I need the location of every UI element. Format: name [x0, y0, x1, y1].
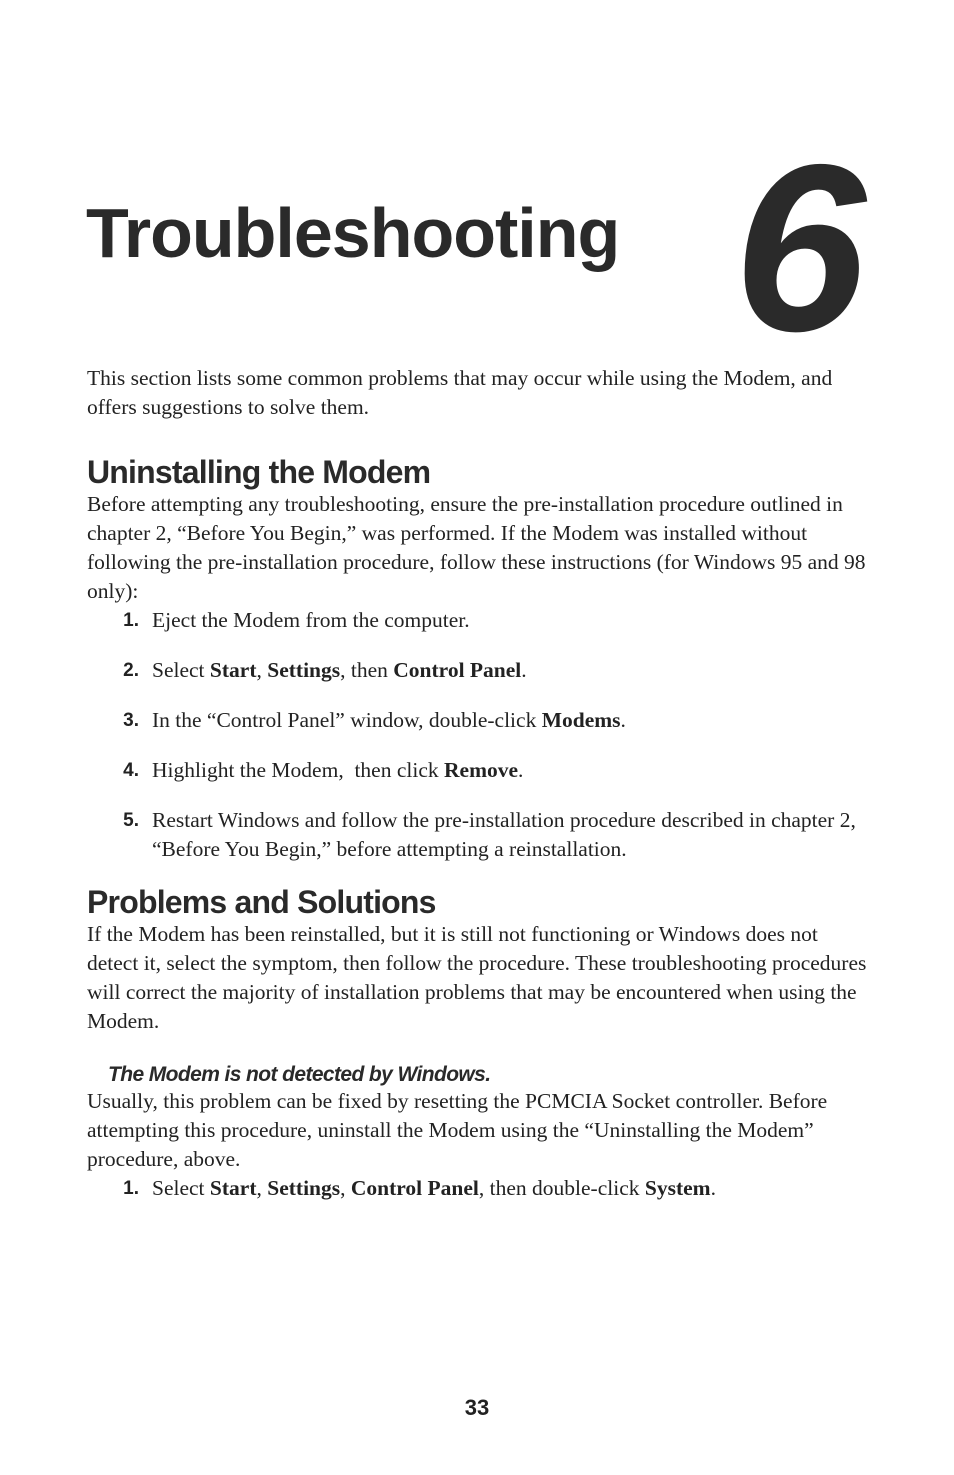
step-number: 1.	[123, 610, 139, 632]
page-number: 33	[464, 1395, 490, 1420]
list-item	[87, 806, 869, 864]
list-item	[87, 656, 869, 685]
step-text: Select Start, Settings, Control Panel, then double-click System.	[152, 1176, 716, 1201]
step-number: 4.	[123, 760, 139, 782]
step-text: Select Start, Settings, then Control Panel.	[152, 658, 527, 683]
problems-paragraph: If the Modem has been reinstalled, but it is still not functioning or Windows does not detect it, select the symptom, then follow the procedure. These troubleshooting procedures will correct the majority of installation problems that may be encountered when using the Modem.	[87, 922, 867, 1034]
symptom-steps-list	[87, 1174, 869, 1203]
step-text: Eject the Modem from the computer.	[152, 608, 470, 633]
step-number: 2.	[123, 660, 139, 682]
section-heading-uninstall: Uninstalling the Modem	[87, 454, 431, 490]
step-text: Highlight the Modem, then click Remove.	[152, 758, 524, 783]
section-heading-problems: Problems and Solutions	[87, 884, 436, 921]
step-number: 1.	[123, 1178, 139, 1200]
symptom-paragraph: Usually, this problem can be fixed by resetting the PCMCIA Socket controller. Before attempting this procedure, uninstall the Modem using the “Uninstalling the Modem” procedure, above.	[87, 1089, 828, 1172]
intro-paragraph: This section lists some common problems that may occur while using the Modem, and offers suggestions to solve them.	[87, 366, 833, 419]
page-content	[87, 364, 869, 1224]
uninstall-steps-list	[87, 606, 869, 864]
chapter-number: 6	[733, 116, 866, 381]
chapter-title: Troubleshooting	[86, 194, 620, 272]
list-item	[87, 1174, 869, 1203]
step-number: 3.	[123, 710, 139, 732]
step-number: 5.	[123, 810, 139, 832]
list-item	[87, 606, 869, 635]
symptom-heading: The Modem is not detected by Windows.	[108, 1063, 491, 1087]
uninstall-paragraph: Before attempting any troubleshooting, ensure the pre-installation procedure outlined in chapter 2, “Before You Begin,” was performed. If the Modem was installed without following the pre-installation procedure, follow these instructions (for Windows 95 and 98 only):	[87, 492, 866, 604]
list-item	[87, 756, 869, 785]
step-text: In the “Control Panel” window, double-click Modems.	[152, 708, 626, 733]
step-text: Restart Windows and follow the pre-installation procedure described in chapter 2, “Before You Begin,” before attempting a reinstallation.	[152, 808, 856, 862]
list-item	[87, 706, 869, 735]
